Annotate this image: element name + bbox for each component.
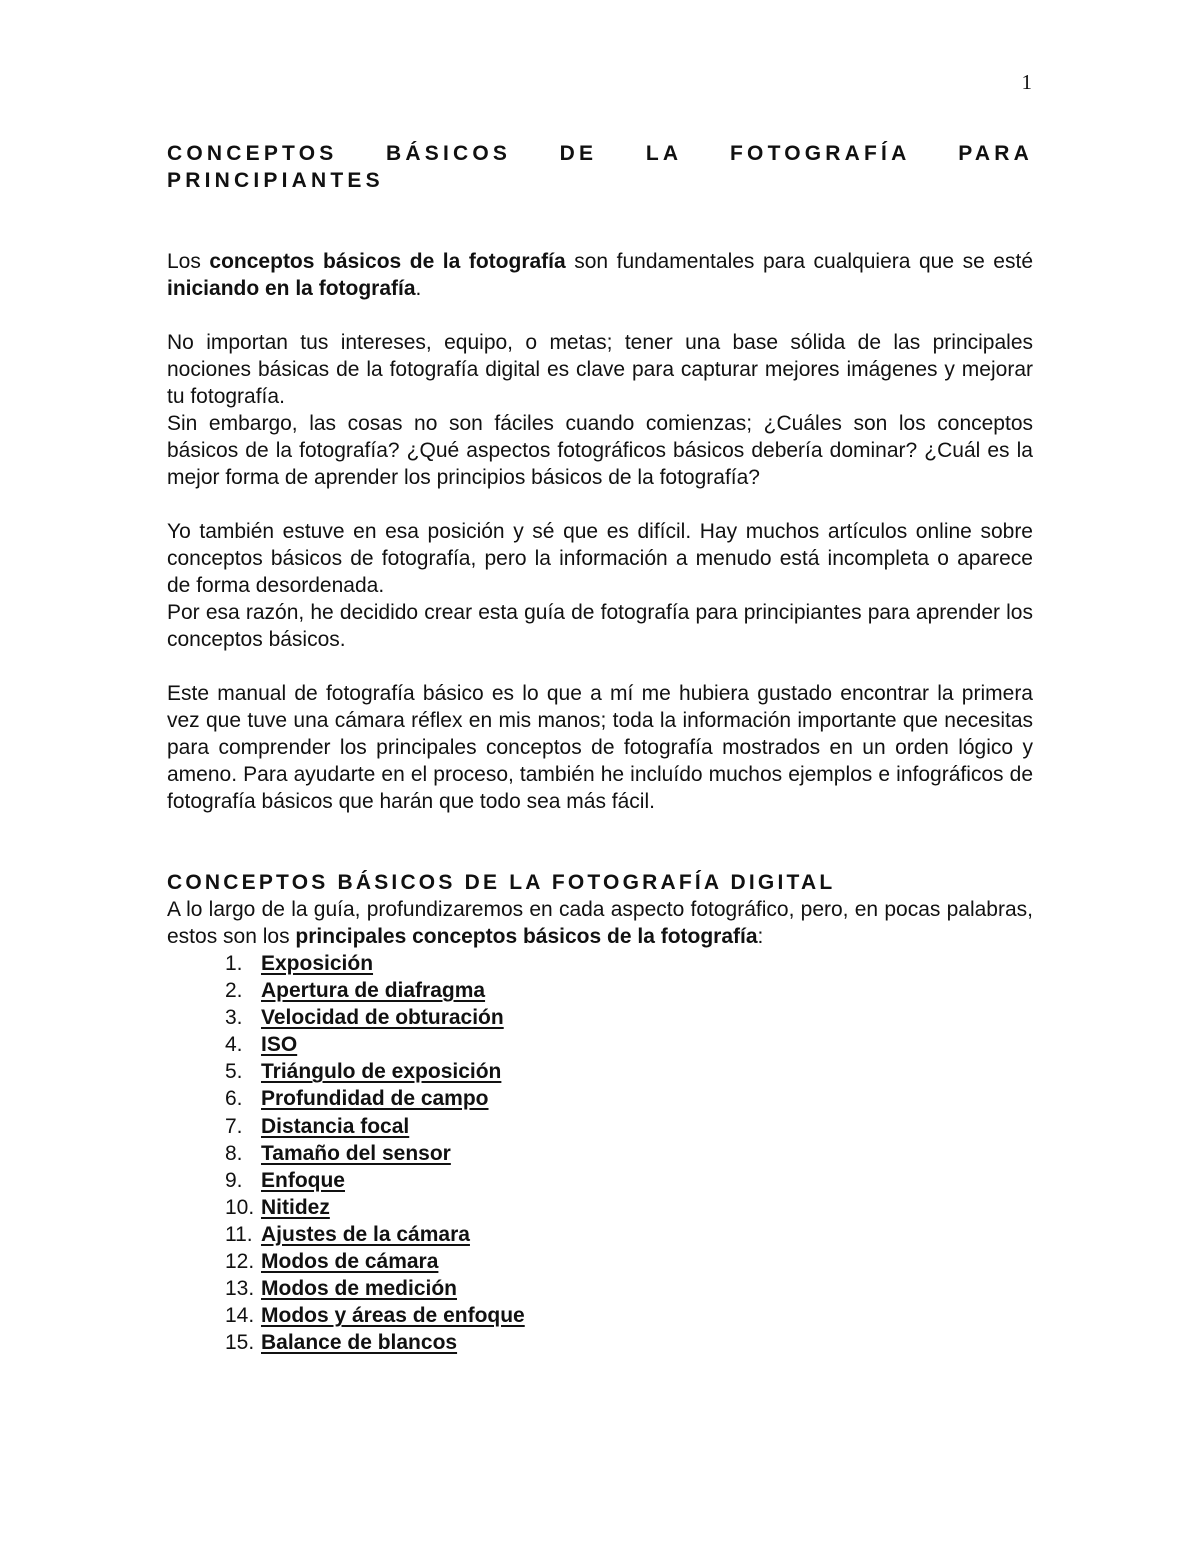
paragraph-5: Este manual de fotografía básico es lo que a mí me hubiera gustado encontrar la primera vez que tuve una cámara réflex en mis manos; toda la información importante que necesitas para comprender los principales conceptos de fotografía mostrados en un orden lógico y ameno. Para ayudarte en el proceso, también he incluído muchos ejemplos e infográficos de fotografía básicos que harán que todo sea más fácil. xyxy=(167,682,1033,813)
section-intro-text-1: A lo largo de la guía, profundizaremos en cada aspecto fotográfico, pero, en pocas palabras, estos son los xyxy=(167,898,1033,948)
list-number: 6. xyxy=(225,1087,243,1111)
concept-link[interactable]: Distancia focal xyxy=(261,1114,410,1138)
concept-link[interactable]: Apertura de diafragma xyxy=(261,979,486,1003)
section-intro-text-2: : xyxy=(757,925,764,948)
list-number: 13. xyxy=(225,1277,255,1301)
concept-link[interactable]: Modos de cámara xyxy=(261,1250,439,1274)
list-item xyxy=(167,1058,1033,1085)
list-number: 9. xyxy=(225,1168,243,1192)
list-number: 1. xyxy=(225,952,243,975)
paragraph-2: Sin embargo, las cosas no son fáciles cuando comienzas; ¿Cuáles son los conceptos básicos de la fotografía? ¿Qué aspectos fotográficos básicos debería dominar? ¿Cuál es la mejor forma de aprender los principios básicos de la fotografía? xyxy=(167,412,1033,489)
list-item xyxy=(167,1085,1033,1112)
intro-paragraph xyxy=(167,248,1033,302)
concept-link[interactable]: Velocidad de obturación xyxy=(261,1006,504,1030)
list-item xyxy=(167,1221,1033,1248)
list-item xyxy=(167,1167,1033,1194)
concept-link[interactable]: ISO xyxy=(261,1033,298,1057)
list-item xyxy=(167,1329,1033,1356)
intro-text-3: . xyxy=(415,277,422,300)
concept-link[interactable]: Exposición xyxy=(261,952,374,975)
paragraph-4: Por esa razón, he decidido crear esta guía de fotografía para principiantes para aprender los conceptos básicos. xyxy=(167,601,1033,651)
concept-link[interactable]: Balance de blancos xyxy=(261,1331,458,1355)
concept-link[interactable]: Tamaño del sensor xyxy=(261,1141,451,1165)
page-number: 1 xyxy=(1021,70,1032,94)
list-number: 10. xyxy=(225,1195,255,1219)
list-item xyxy=(167,1194,1033,1221)
intro-bold-1: conceptos básicos de la fotografía xyxy=(209,250,566,273)
concept-link[interactable]: Modos de medición xyxy=(261,1277,458,1301)
list-item xyxy=(167,1275,1033,1302)
document-title: CONCEPTOS BÁSICOS DE LA FOTOGRAFÍA PARA PRINCIPIANTES xyxy=(167,142,1033,192)
list-number: 7. xyxy=(225,1114,243,1138)
list-number: 8. xyxy=(225,1141,243,1165)
concept-link[interactable]: Profundidad de campo xyxy=(261,1087,489,1111)
list-number: 2. xyxy=(225,979,243,1003)
concept-link[interactable]: Triángulo de exposición xyxy=(261,1060,502,1084)
list-item xyxy=(167,1113,1033,1140)
list-number: 5. xyxy=(225,1060,243,1084)
intro-text-2: son fundamentales para cualquiera que se esté xyxy=(565,250,1033,273)
concept-link[interactable]: Modos y áreas de enfoque xyxy=(261,1304,525,1328)
document-body xyxy=(167,140,1033,1356)
list-item xyxy=(167,1248,1033,1275)
list-item xyxy=(167,950,1033,977)
list-number: 12. xyxy=(225,1250,255,1274)
concept-link[interactable]: Nitidez xyxy=(261,1195,330,1219)
concept-link[interactable]: Ajustes de la cámara xyxy=(261,1222,470,1246)
list-number: 11. xyxy=(225,1222,253,1246)
section-title: CONCEPTOS BÁSICOS DE LA FOTOGRAFÍA DIGITAL xyxy=(167,871,836,894)
section-intro-bold: principales conceptos básicos de la fotografía xyxy=(295,925,758,948)
list-number: 15. xyxy=(225,1331,255,1355)
concepts-list xyxy=(167,950,1033,1356)
list-number: 4. xyxy=(225,1033,243,1057)
list-number: 3. xyxy=(225,1006,243,1030)
concept-link[interactable]: Enfoque xyxy=(261,1168,345,1192)
intro-text-1: Los xyxy=(167,250,210,273)
list-item xyxy=(167,1140,1033,1167)
list-number: 14. xyxy=(225,1304,255,1328)
list-item xyxy=(167,1004,1033,1031)
intro-bold-2: iniciando en la fotografía xyxy=(167,277,416,300)
section-intro xyxy=(167,896,1033,950)
list-item xyxy=(167,1302,1033,1329)
list-item xyxy=(167,1031,1033,1058)
list-item xyxy=(167,977,1033,1004)
paragraph-3: Yo también estuve en esa posición y sé que es difícil. Hay muchos artículos online sobre conceptos básicos de fotografía, pero la información a menudo está incompleta o aparece de forma desordenada. xyxy=(167,520,1033,597)
paragraph-1: No importan tus intereses, equipo, o metas; tener una base sólida de las principales nociones básicas de la fotografía digital es clave para capturar mejores imágenes y mejorar tu fotografía. xyxy=(167,331,1033,408)
